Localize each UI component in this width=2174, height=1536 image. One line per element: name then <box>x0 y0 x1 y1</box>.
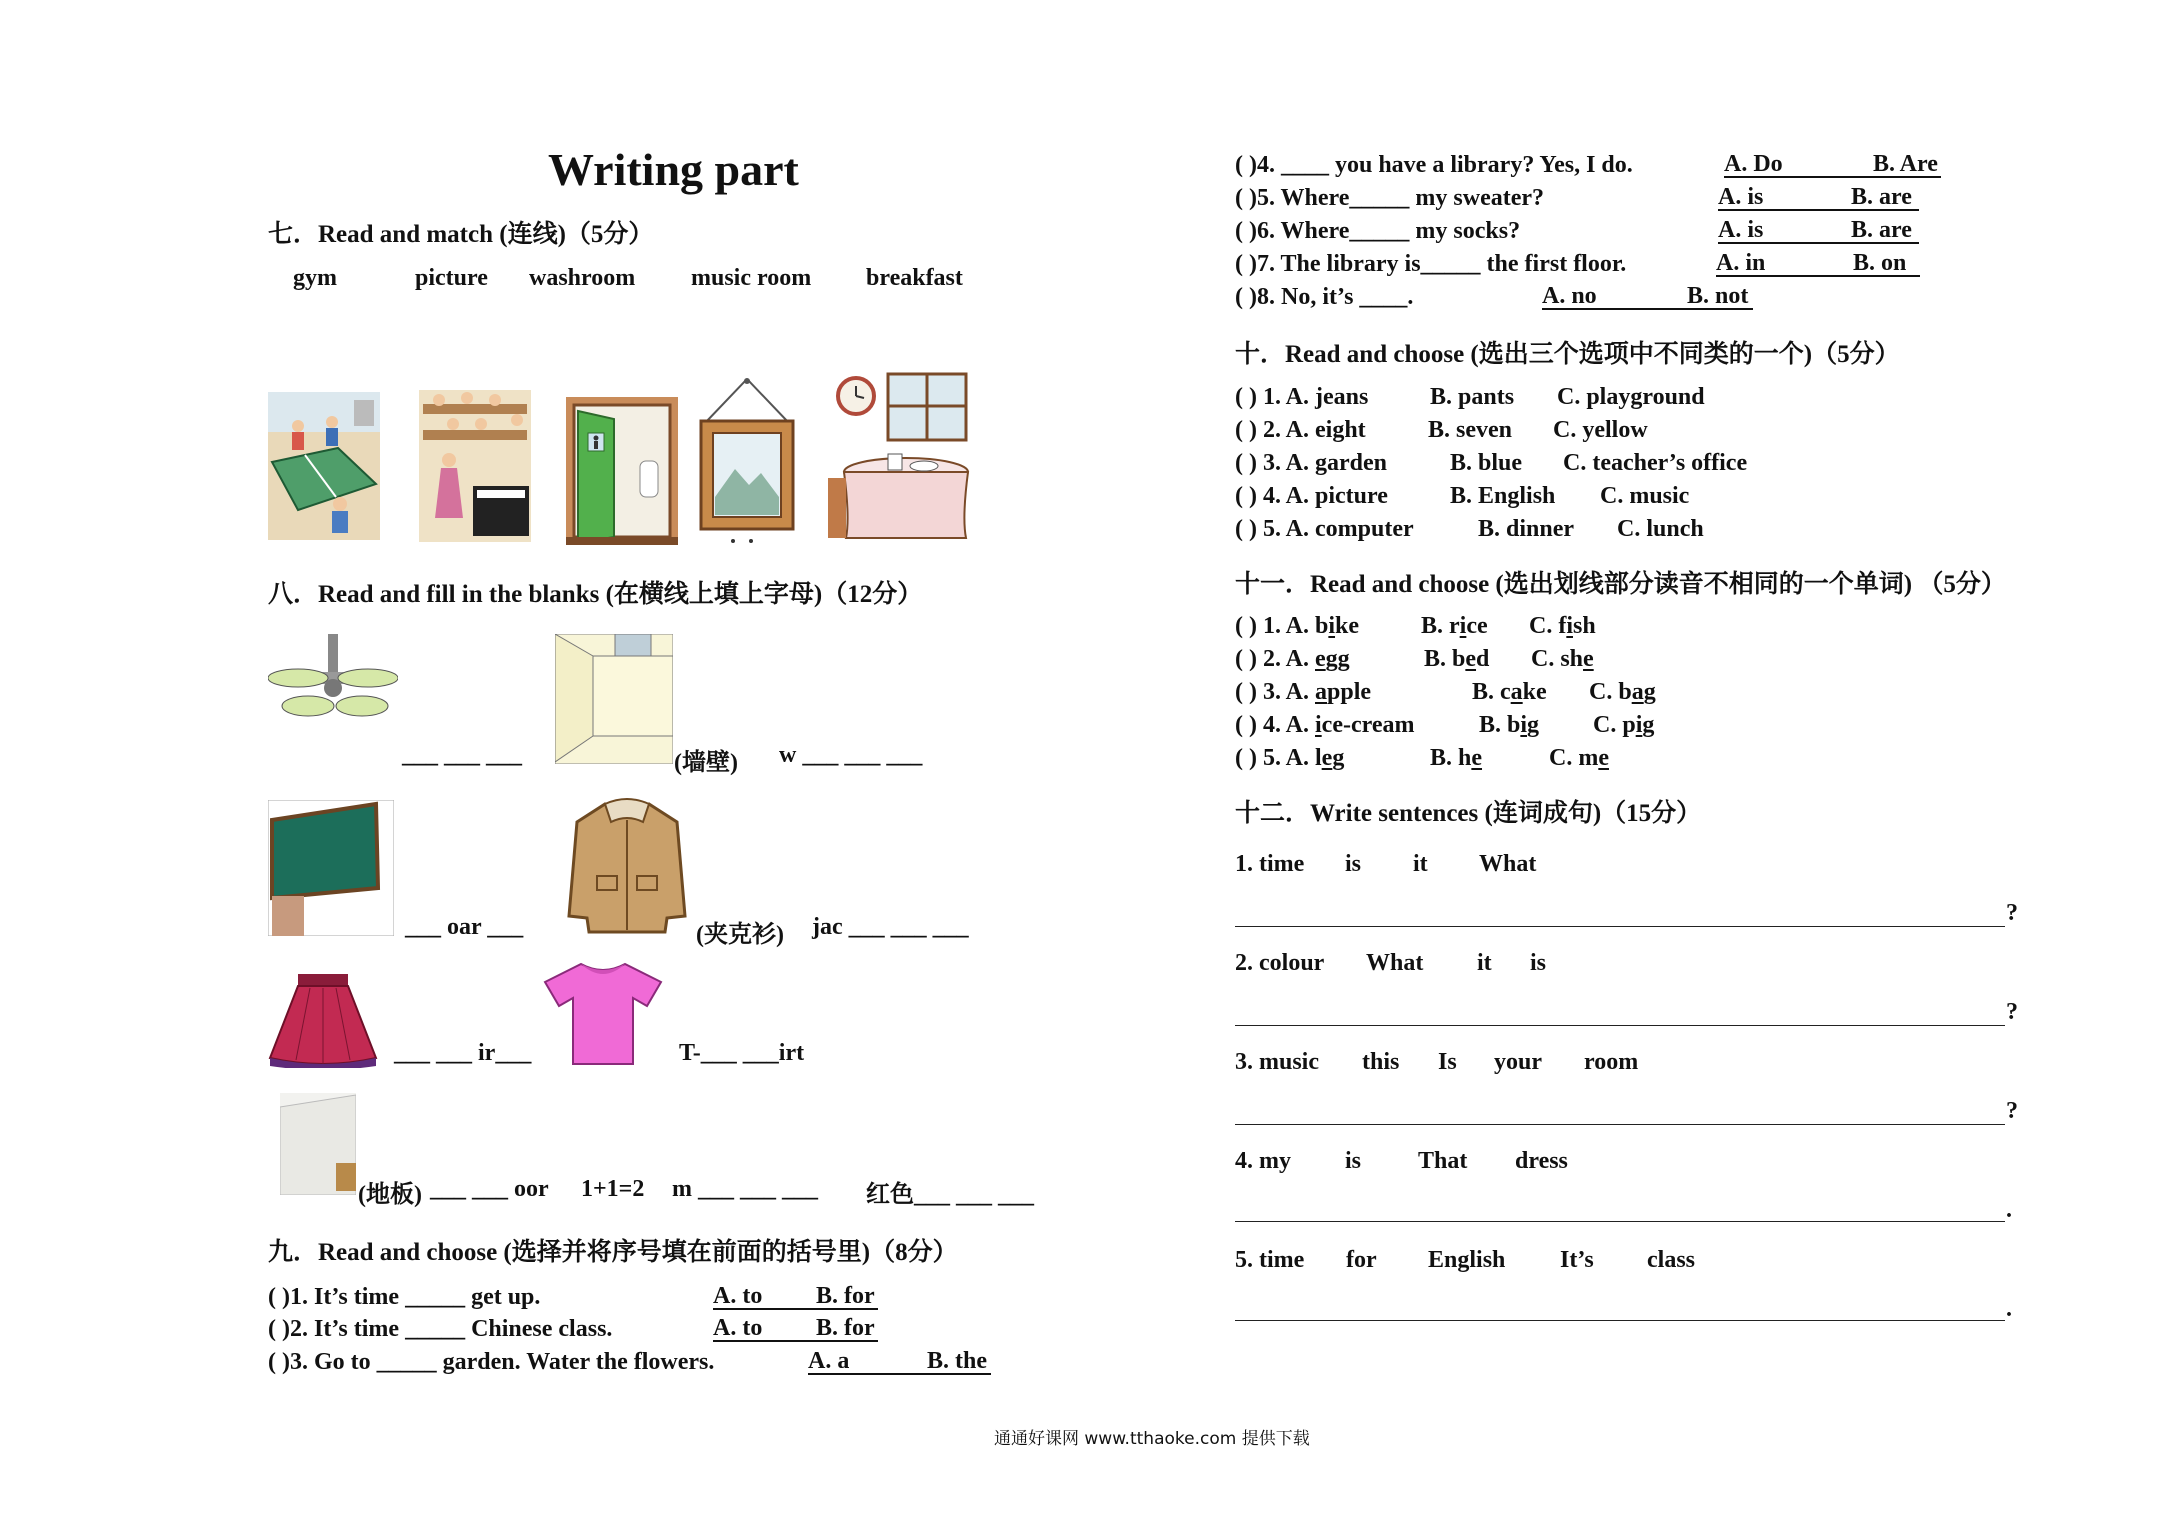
s10-item-5-b: B. dinner <box>1478 516 1575 542</box>
s12-5-word-1: 5. time <box>1235 1247 1305 1273</box>
blank-board: ___ oar ___ <box>405 914 524 940</box>
s9-option-8a: A. no <box>1542 284 1687 310</box>
s11-item-1-b: B. rice <box>1421 613 1488 639</box>
s10-item-1-a: ( ) 1. A. jeans <box>1235 384 1369 410</box>
match-word-breakfast: breakfast <box>866 265 963 291</box>
ceiling-fan-illustration <box>268 634 398 740</box>
gym-illustration <box>268 392 380 540</box>
s10-item-2-a: ( ) 2. A. eight <box>1235 417 1366 443</box>
s11-item-3-c: C. bag <box>1589 679 1656 705</box>
match-word-gym: gym <box>293 265 337 291</box>
s12-3-word-5: room <box>1584 1049 1639 1075</box>
s11-item-5-a: ( ) 5. A. leg <box>1235 745 1345 771</box>
section-9-heading: 九．Read and choose (选择并将序号填在前面的括号里)（8分） <box>268 1239 958 1266</box>
s9-option-1a: A. to <box>713 1284 816 1310</box>
s12-3-word-3: Is <box>1438 1049 1457 1075</box>
s12-5-end-mark: . <box>2006 1296 2012 1322</box>
s12-4-word-1: 4. my <box>1235 1148 1291 1174</box>
section-8-heading: 八．Read and fill in the blanks (在横线上填上字母)（12分） <box>268 581 923 608</box>
s12-3-answer-line[interactable] <box>1235 1124 2005 1125</box>
blackboard-illustration <box>268 800 394 936</box>
s12-4-word-4: dress <box>1515 1148 1568 1174</box>
s12-4-answer-line[interactable] <box>1235 1221 2005 1222</box>
s12-5-word-4: It’s <box>1560 1247 1594 1273</box>
s11-item-5-c: C. me <box>1549 745 1609 771</box>
section-7-heading: 七．Read and match (连线)（5分） <box>268 221 654 248</box>
s9-option-4b: B. Are <box>1873 152 1941 178</box>
s12-1-answer-line[interactable] <box>1235 926 2005 927</box>
s9-question-7: ( )7. The library is_____ the first floor. <box>1235 251 1627 277</box>
s10-item-3-a: ( ) 3. A. garden <box>1235 450 1387 476</box>
s12-2-answer-line[interactable] <box>1235 1025 2005 1026</box>
breakfast-illustration <box>828 368 972 544</box>
s11-item-4-c: C. pig <box>1593 712 1655 738</box>
s12-5-word-5: class <box>1647 1247 1695 1273</box>
s10-item-5-c: C. lunch <box>1617 516 1704 542</box>
s9-question-8: ( )8. No, it’s ____. <box>1235 284 1414 310</box>
s12-5-word-2: for <box>1346 1247 1377 1273</box>
s11-item-3-a: ( ) 3. A. apple <box>1235 679 1372 705</box>
wall-illustration <box>555 634 673 764</box>
s9-question-1: ( )1. It’s time _____ get up. <box>268 1284 541 1310</box>
s12-1-end-mark: ? <box>2006 900 2018 926</box>
blank-tshirt: T-___ ___irt <box>679 1040 805 1066</box>
blank-skirt: ___ ___ ir___ <box>394 1040 532 1066</box>
s9-question-2: ( )2. It’s time _____ Chinese class. <box>268 1316 613 1342</box>
blank-floor: ___ ___ oor <box>430 1176 549 1202</box>
s9-question-5: ( )5. Where_____ my sweater? <box>1235 185 1545 211</box>
s10-item-1-b: B. pants <box>1430 384 1515 410</box>
s10-item-5-a: ( ) 5. A. computer <box>1235 516 1414 542</box>
s9-option-6a: A. is <box>1718 218 1851 244</box>
s9-option-1b: B. for <box>816 1284 878 1310</box>
s10-item-4-a: ( ) 4. A. picture <box>1235 483 1388 509</box>
match-word-picture: picture <box>415 265 488 291</box>
s12-2-word-1: 2. colour <box>1235 950 1325 976</box>
s11-item-3-b: B. cake <box>1472 679 1547 705</box>
s12-3-word-2: this <box>1362 1049 1400 1075</box>
tshirt-illustration <box>541 958 665 1068</box>
picture-frame-illustration <box>697 377 797 545</box>
s9-option-4a: A. Do <box>1724 152 1873 178</box>
page-title: Writing part <box>548 144 799 195</box>
floor-chinese-label: (地板) <box>358 1182 422 1208</box>
s10-item-3-c: C. teacher’s office <box>1563 450 1748 476</box>
wall-chinese-label: (墙壁) <box>674 750 738 776</box>
s11-item-2-a: ( ) 2. A. egg <box>1235 646 1350 672</box>
s10-item-4-b: B. English <box>1450 483 1556 509</box>
s12-1-word-1: 1. time <box>1235 851 1305 877</box>
s12-1-word-3: it <box>1413 851 1428 877</box>
s9-question-6: ( )6. Where_____ my socks? <box>1235 218 1521 244</box>
s12-4-word-3: That <box>1418 1148 1468 1174</box>
s9-option-7a: A. in <box>1716 251 1853 277</box>
s9-option-2a: A. to <box>713 1316 816 1342</box>
s11-item-2-c: C. she <box>1531 646 1594 672</box>
s11-item-1-a: ( ) 1. A. bike <box>1235 613 1360 639</box>
blank-maths: m ___ ___ ___ <box>672 1176 818 1202</box>
s11-item-2-b: B. bed <box>1424 646 1490 672</box>
s12-1-word-4: What <box>1479 851 1537 877</box>
jacket-illustration <box>567 796 687 936</box>
s10-item-3-b: B. blue <box>1450 450 1523 476</box>
s9-option-8b: B. not <box>1687 284 1753 310</box>
blank-jacket: jac ___ ___ ___ <box>812 914 969 940</box>
skirt-illustration <box>268 974 378 1068</box>
s12-1-word-2: is <box>1345 851 1362 877</box>
s12-3-end-mark: ? <box>2006 1098 2018 1124</box>
s10-item-4-c: C. music <box>1600 483 1690 509</box>
section-10-heading: 十．Read and choose (选出三个选项中不同类的一个)（5分） <box>1235 341 1900 368</box>
s12-5-answer-line[interactable] <box>1235 1320 2005 1321</box>
math-clue: 1+1=2 <box>581 1176 645 1202</box>
section-12-heading: 十二．Write sentences (连词成句)（15分） <box>1235 800 1702 827</box>
s9-question-4: ( )4. ____ you have a library? Yes, I do. <box>1235 152 1633 178</box>
blank-fan: ___ ___ ___ <box>402 742 522 768</box>
footer-source-note: 通通好课网 www.tthaoke.com 提供下载 <box>994 1429 1310 1449</box>
s10-item-2-b: B. seven <box>1428 417 1512 443</box>
s9-question-3: ( )3. Go to _____ garden. Water the flowers. <box>268 1349 715 1375</box>
s9-option-3a: A. a <box>808 1349 927 1375</box>
section-11-heading: 十一．Read and choose (选出划线部分读音不相同的一个单词) （5分） <box>1235 571 2006 598</box>
music-room-illustration <box>419 390 531 542</box>
s9-option-6b: B. are <box>1851 218 1919 244</box>
s9-option-2b: B. for <box>816 1316 878 1342</box>
s12-2-word-3: it <box>1477 950 1492 976</box>
s9-option-7b: B. on <box>1853 251 1920 277</box>
s12-4-word-2: is <box>1345 1148 1362 1174</box>
s12-5-word-3: English <box>1428 1247 1506 1273</box>
s9-option-5a: A. is <box>1718 185 1851 211</box>
s12-2-word-4: is <box>1530 950 1547 976</box>
s10-item-1-c: C. playground <box>1557 384 1705 410</box>
s9-option-3b: B. the <box>927 1349 991 1375</box>
s12-3-word-4: your <box>1494 1049 1542 1075</box>
s12-4-end-mark: . <box>2006 1197 2012 1223</box>
floor-illustration <box>280 1093 356 1195</box>
washroom-illustration <box>566 397 678 545</box>
s11-item-4-a: ( ) 4. A. ice-cream <box>1235 712 1415 738</box>
s12-2-word-2: What <box>1366 950 1424 976</box>
s9-option-5b: B. are <box>1851 185 1919 211</box>
s11-item-5-b: B. he <box>1430 745 1483 771</box>
s12-3-word-1: 3. music <box>1235 1049 1319 1075</box>
s10-item-2-c: C. yellow <box>1553 417 1648 443</box>
match-word-music-room: music room <box>691 265 812 291</box>
blank-wall: w ___ ___ ___ <box>779 742 923 768</box>
s12-2-end-mark: ? <box>2006 999 2018 1025</box>
match-word-washroom: washroom <box>529 265 636 291</box>
jacket-chinese-label: (夹克衫) <box>696 922 784 948</box>
blank-red: 红色___ ___ ___ <box>866 1182 1034 1208</box>
s11-item-4-b: B. big <box>1479 712 1540 738</box>
s11-item-1-c: C. fish <box>1529 613 1596 639</box>
